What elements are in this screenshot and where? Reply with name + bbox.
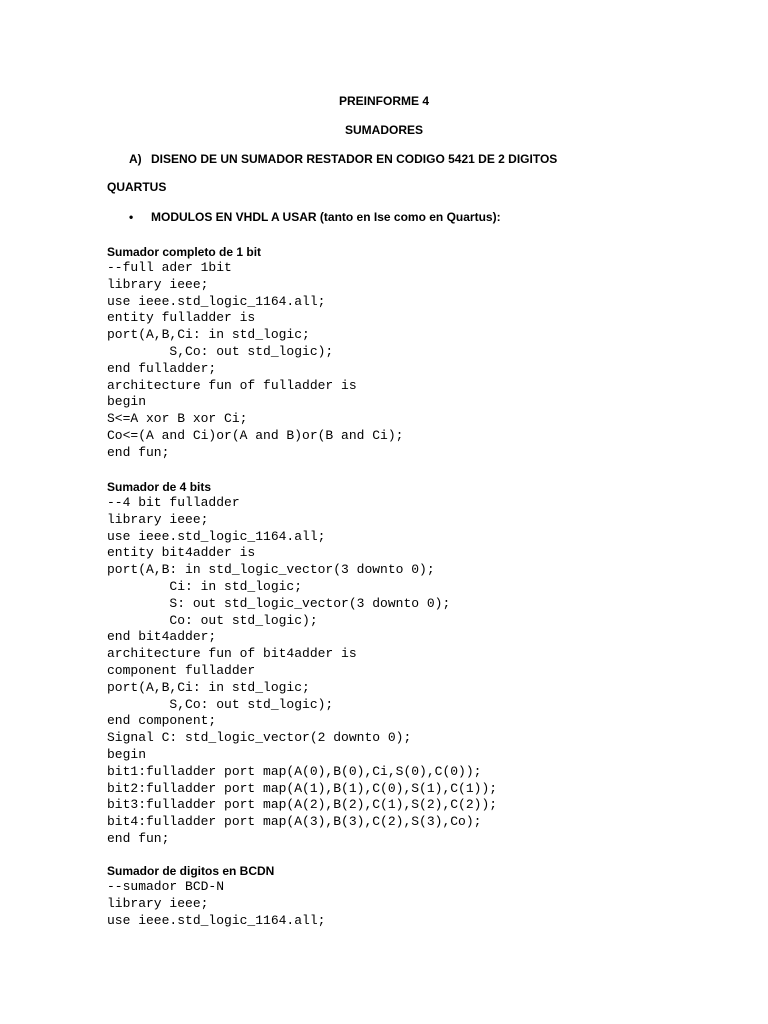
quartus-label: QUARTUS [107,180,167,194]
section-label-4bit-adder: Sumador de 4 bits [107,480,212,494]
code-line: architecture fun of bit4adder is [107,646,357,662]
code-block-bcdn-adder [107,879,325,929]
code-line: S: out std_logic_vector(3 downto 0); [107,595,451,611]
code-line: Co: out std_logic); [107,612,318,628]
modules-bullet-text: MODULOS EN VHDL A USAR (tanto en Ise como en Quartus): [151,210,501,224]
code-block-4bit-adder [107,495,497,848]
code-line: use ieee.std_logic_1164.all; [107,528,326,544]
code-line: end fun; [107,444,170,460]
bullet-icon: • [129,210,134,224]
section-a-marker: A) [129,152,142,166]
code-line: use ieee.std_logic_1164.all; [107,912,326,928]
code-line: entity bit4adder is [107,545,256,561]
modules-bullet-item [129,209,501,225]
code-line: S,Co: out std_logic); [107,343,334,359]
code-line: library ieee; [107,511,209,527]
code-line: S,Co: out std_logic); [107,696,334,712]
section-a-text: DISENO DE UN SUMADOR RESTADOR EN CODIGO 5421 DE 2 DIGITOS [151,152,558,166]
code-line: port(A,B: in std_logic_vector(3 downto 0); [107,562,435,578]
code-line: --sumador BCD-N [107,879,225,894]
code-line: --full ader 1bit [107,260,232,275]
code-line: port(A,B,Ci: in std_logic; [107,679,310,695]
code-line: library ieee; [107,895,209,911]
code-line: port(A,B,Ci: in std_logic; [107,327,310,343]
code-line: --4 bit fulladder [107,495,240,510]
code-line: Co<=(A and Ci)or(A and B)or(B and Ci); [107,427,404,443]
code-line: end bit4adder; [107,629,217,645]
code-line: end fun; [107,830,170,846]
code-line: bit1:fulladder port map(A(0),B(0),Ci,S(0),C(0)); [107,763,482,779]
code-line: component fulladder [107,662,256,678]
section-label-full-adder: Sumador completo de 1 bit [107,245,262,259]
code-line: begin [107,746,147,762]
code-line: entity fulladder is [107,310,256,326]
code-line: S<=A xor B xor Ci; [107,411,248,427]
code-block-full-adder [107,260,403,462]
code-line: bit2:fulladder port map(A(1),B(1),C(0),S(1),C(1)); [107,780,498,796]
code-line: Signal C: std_logic_vector(2 downto 0); [107,730,412,746]
code-line: architecture fun of fulladder is [107,377,357,393]
code-line: begin [107,394,147,410]
code-line: end fulladder; [107,360,217,376]
code-line: end component; [107,713,217,729]
code-line: bit4:fulladder port map(A(3),B(3),C(2),S(3),Co); [107,814,482,830]
section-a-heading [129,151,557,167]
document-title: PREINFORME 4 [338,94,429,108]
code-line: use ieee.std_logic_1164.all; [107,293,326,309]
section-label-bcdn-adder: Sumador de digitos en BCDN [107,864,275,878]
code-line: library ieee; [107,276,209,292]
document-subtitle: SUMADORES [344,123,423,137]
code-line: bit3:fulladder port map(A(2),B(2),C(1),S(2),C(2)); [107,797,498,813]
code-line: Ci: in std_logic; [107,578,303,594]
